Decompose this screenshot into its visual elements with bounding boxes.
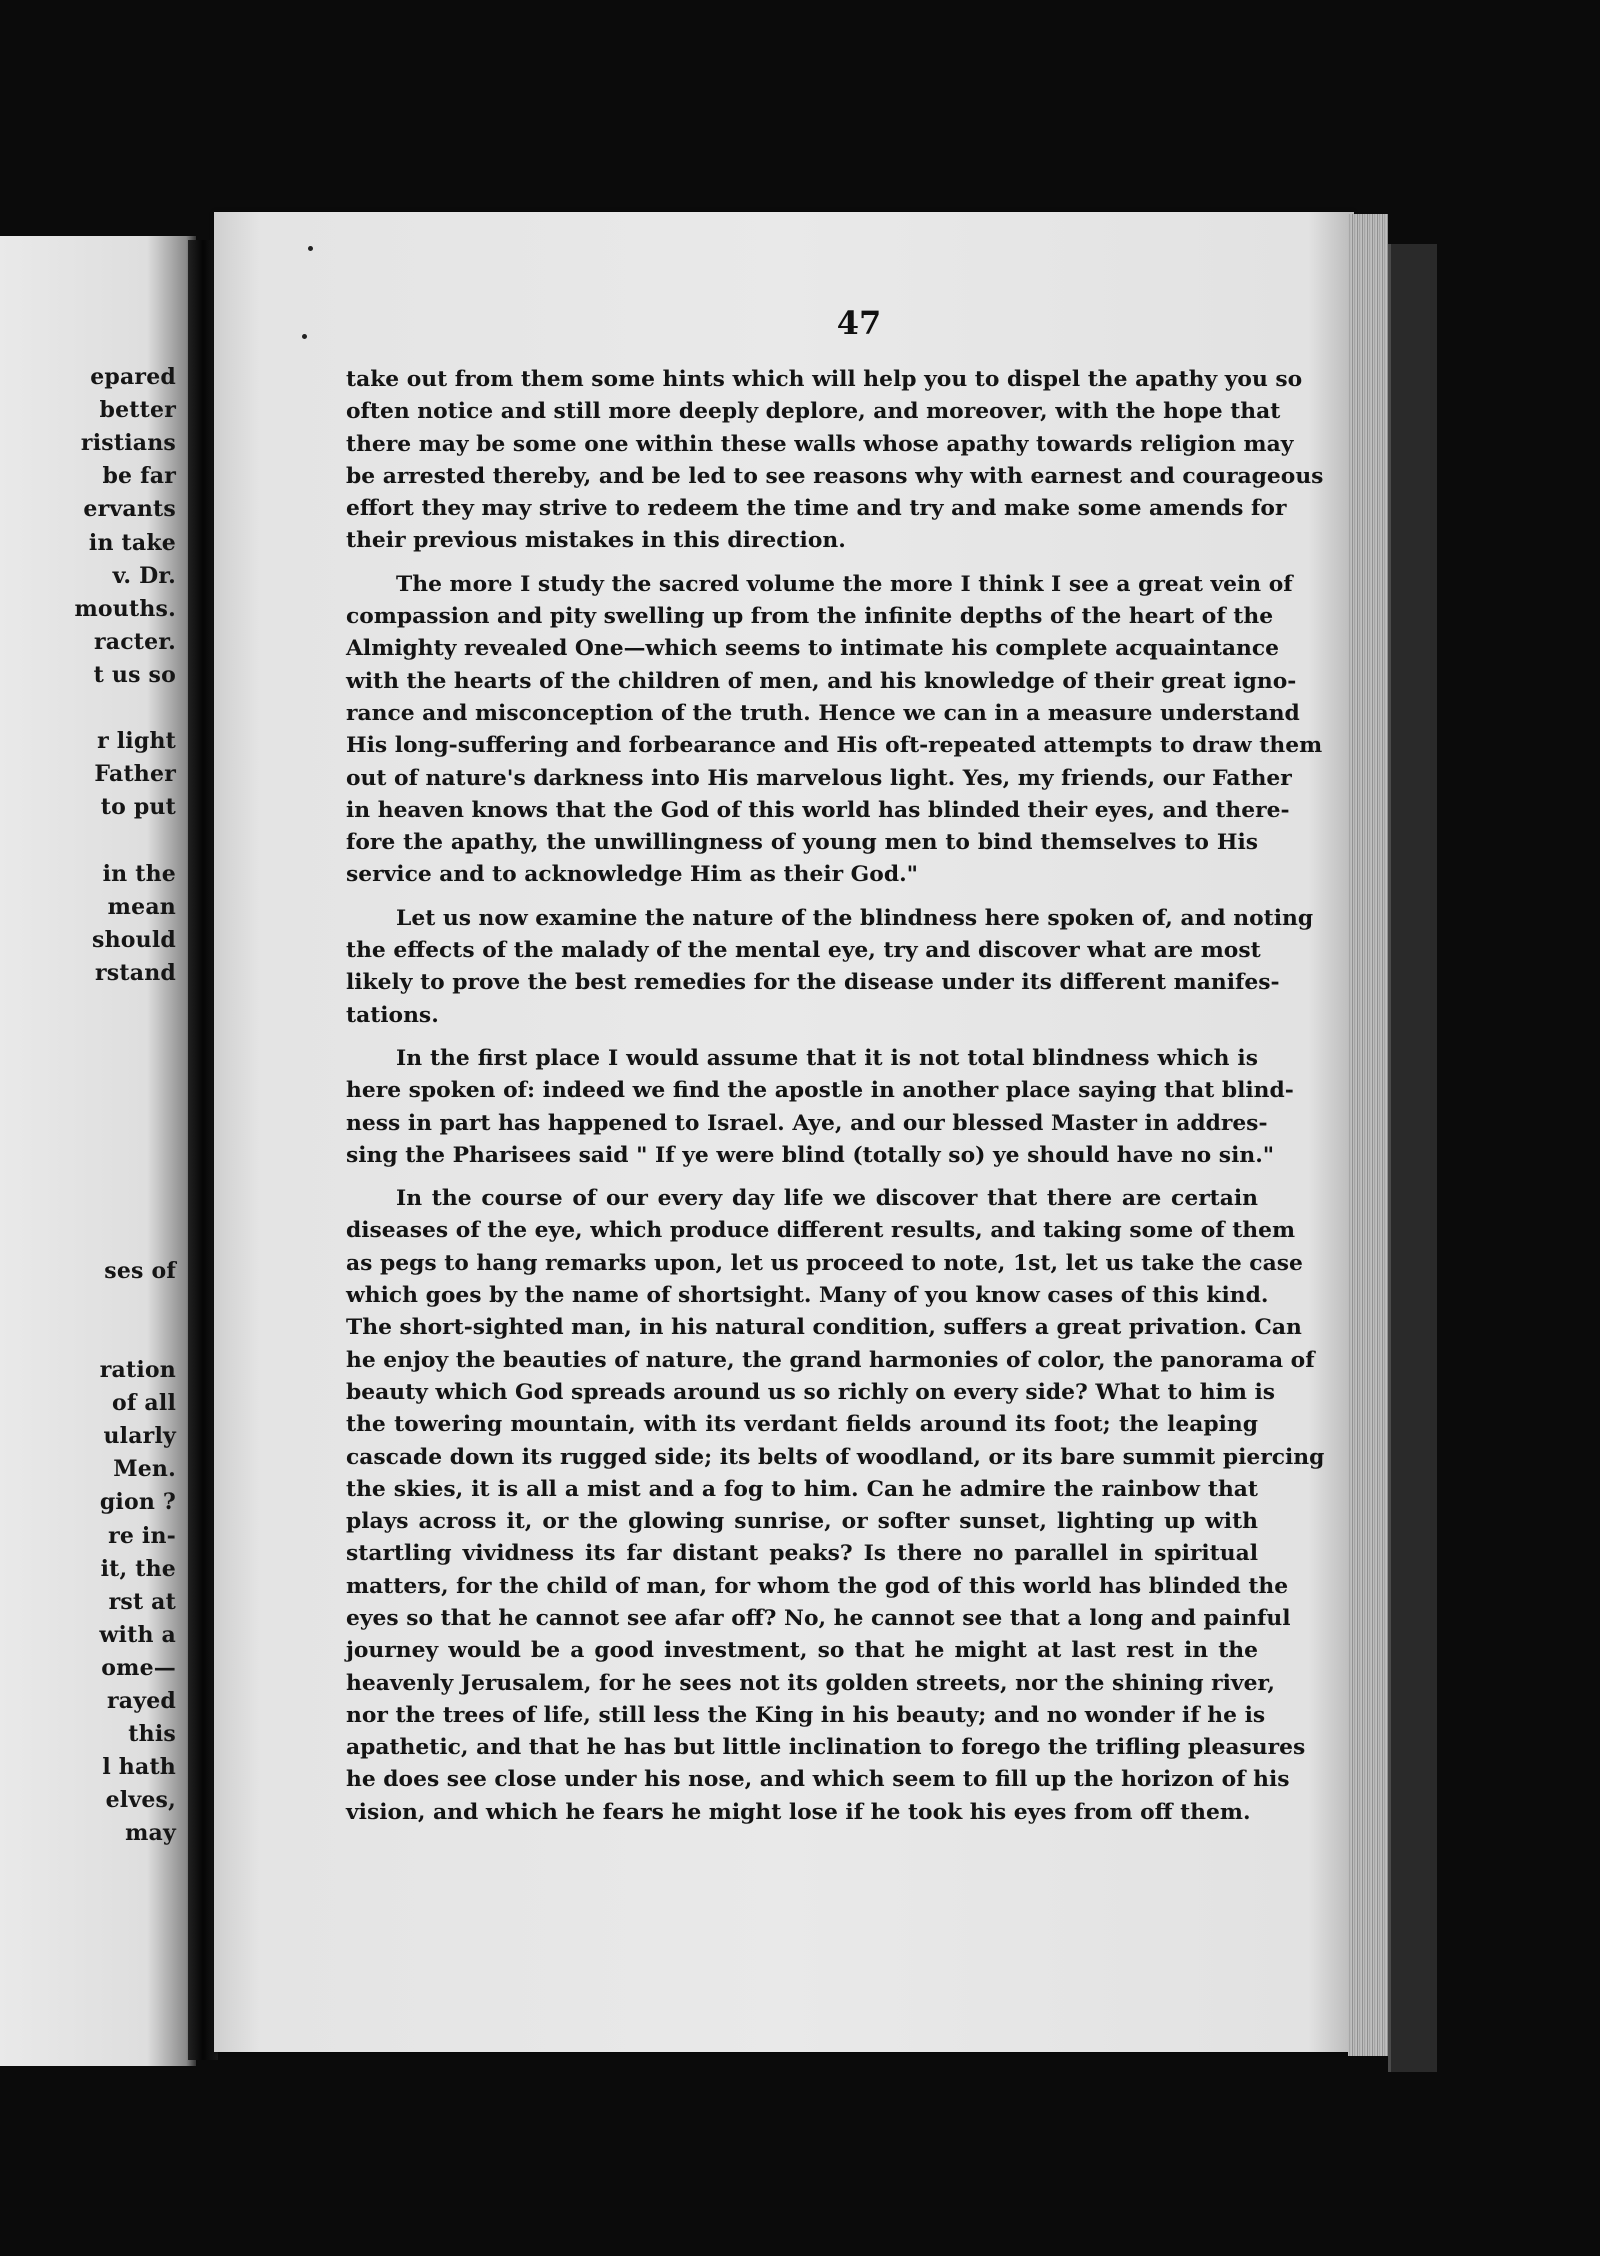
text-line: tations. (346, 1002, 439, 1028)
text-line: Let us now examine the nature of the blindness here spoken of, and noting (396, 905, 1314, 931)
text-line: cascade down its rugged side; its belts of woodland, or its bare summit piercing (346, 1444, 1325, 1470)
left-page-fragment-line: this (128, 1721, 176, 1748)
text-line: which goes by the name of shortsight. Many of you know cases of this kind. (346, 1283, 1269, 1309)
text-line: The more I study the sacred volume the more I think I see a great vein of (396, 571, 1293, 597)
ink-speck (302, 334, 307, 339)
left-page-fragment-line: Men. (113, 1456, 176, 1483)
left-page-fragment-line: rayed (106, 1688, 176, 1714)
text-line: the effects of the malady of the mental eye, try and discover what are most (346, 938, 1261, 964)
text-line: likely to prove the best remedies for the disease under its different manifes- (346, 970, 1280, 996)
text-line: with the hearts of the children of men, and his knowledge of their great igno- (346, 668, 1297, 694)
left-page-fragment-line: should (92, 926, 176, 953)
left-page-fragment-line: l hath (102, 1754, 176, 1781)
left-page-fragment-line: v. Dr. (112, 562, 176, 589)
page-number: 47 (836, 304, 882, 342)
page-body-text (346, 364, 1325, 1829)
left-page-fragment-line: ration (99, 1357, 176, 1383)
text-line: nor the trees of life, still less the King in his beauty; and no wonder if he is (346, 1702, 1266, 1728)
text-line: as pegs to hang remarks upon, let us proceed to note, 1st, let us take the case (346, 1250, 1303, 1276)
page-block-edges (1348, 214, 1388, 2056)
text-line: he does see close under his nose, and which seem to fill up the horizon of his (346, 1767, 1290, 1793)
left-page-fragment-line: may (125, 1820, 176, 1847)
left-page-fragment-line: ristians (80, 430, 176, 457)
left-page-fragment-line: ularly (103, 1423, 176, 1450)
text-line: fore the apathy, the unwillingness of young men to bind themselves to His (346, 830, 1258, 856)
text-line: Almighty revealed One—which seems to intimate his complete acquaintance (346, 636, 1280, 662)
text-line: vision, and which he fears he might lose if he took his eyes from off them. (346, 1799, 1251, 1825)
text-line: ness in part has happened to Israel. Aye, and our blessed Master in addres- (346, 1110, 1268, 1136)
text-line: beauty which God spreads around us so richly on every side? What to him is (346, 1379, 1276, 1405)
left-facing-page (0, 236, 196, 2066)
text-line: matters, for the child of man, for whom the god of this world has blinded the (346, 1573, 1289, 1599)
left-page-fragment-line: re in- (108, 1522, 176, 1549)
left-page-fragment-line: to put (100, 794, 176, 821)
text-line: compassion and pity swelling up from the infinite depths of the heart of the (346, 604, 1274, 630)
text-line: the skies, it is all a mist and a fog to him. Can he admire the rainbow that (346, 1476, 1258, 1502)
left-page-fragment-line: ome— (101, 1654, 176, 1681)
text-line: plays across it, or the glowing sunrise, or softer sunset, lighting up with (346, 1509, 1258, 1535)
left-page-fragment-line: elves, (105, 1787, 176, 1814)
left-page-fragment-line: mouths. (74, 595, 176, 622)
text-line: His long-suffering and forbearance and His oft-repeated attempts to draw them (346, 733, 1323, 759)
text-line: apathetic, and that he has but little inclination to forego the trifling pleasures (346, 1735, 1306, 1761)
text-line: in heaven knows that the God of this world has blinded their eyes, and there- (346, 797, 1290, 823)
left-page-fragment-line: t us so (93, 661, 176, 688)
left-page-fragment-line: better (99, 397, 176, 424)
text-line: often notice and still more deeply deplore, and moreover, with the hope that (346, 399, 1281, 425)
left-page-fragment-line: Father (94, 761, 176, 788)
text-line: there may be some one within these walls whose apathy towards religion may (346, 431, 1294, 457)
text-line: The short-sighted man, in his natural condition, suffers a great privation. Can (346, 1315, 1302, 1341)
text-line: effort they may strive to redeem the time and try and make some amends for (346, 496, 1287, 522)
left-page-fragment-line: with a (99, 1621, 176, 1648)
text-line: take out from them some hints which will help you to dispel the apathy you so (346, 367, 1303, 392)
text-line: eyes so that he cannot see afar off? No, he cannot see that a long and painful (346, 1605, 1291, 1631)
text-line: sing the Pharisees said " If ye were blind (totally so) ye should have no sin." (346, 1142, 1275, 1168)
text-line: journey would be a good investment, so that he might at last rest in the (346, 1638, 1258, 1664)
paragraph (346, 364, 1324, 558)
left-page-fragment-line: rst at (108, 1588, 176, 1615)
left-page-fragment-line: it, the (100, 1555, 176, 1582)
left-page-fragment-line: rstand (95, 959, 176, 986)
text-line: In the first place I would assume that it is not total blindness which is (396, 1045, 1258, 1071)
text-line: service and to acknowledge Him as their God." (346, 862, 919, 888)
left-page-fragment-line: gion ? (99, 1489, 176, 1516)
text-line: out of nature's darkness into His marvelous light. Yes, my friends, our Father (346, 765, 1292, 791)
book-cover-edge (1388, 244, 1437, 2072)
left-page-fragment-line: of all (112, 1390, 176, 1417)
text-line: In the course of our every day life we discover that there are certain (396, 1186, 1258, 1212)
left-page-fragment-line: in the (102, 860, 176, 887)
text-line: here spoken of: indeed we find the apostle in another place saying that blind- (346, 1078, 1294, 1104)
left-page-fragment-line: ses of (104, 1257, 176, 1284)
text-line: their previous mistakes in this direction. (346, 528, 846, 554)
paragraph (346, 1183, 1325, 1829)
text-line: he enjoy the beauties of nature, the grand harmonies of color, the panorama of (346, 1347, 1315, 1373)
ink-speck (308, 246, 313, 251)
text-line: the towering mountain, with its verdant fields around its foot; the leaping (346, 1412, 1258, 1438)
right-page (214, 212, 1354, 2052)
left-page-fragment-line: be far (102, 463, 176, 490)
left-page-fragment-line: racter. (93, 628, 176, 655)
left-page-fragment-line: ervants (83, 496, 176, 523)
text-line: startling vividness its far distant peaks? Is there no parallel in spiritual (346, 1541, 1258, 1567)
left-page-fragment-line: in take (88, 529, 176, 556)
left-page-fragment-line: mean (107, 893, 176, 920)
text-line: diseases of the eye, which produce different results, and taking some of them (346, 1218, 1296, 1244)
left-page-fragment-line: epared (90, 364, 176, 390)
left-page-fragment-line: r light (97, 728, 176, 755)
paragraph (346, 903, 1314, 1032)
paragraph (346, 1043, 1294, 1172)
text-line: heavenly Jerusalem, for he sees not its golden streets, nor the shining river, (346, 1670, 1275, 1696)
text-line: be arrested thereby, and be led to see reasons why with earnest and courageous (346, 463, 1324, 489)
text-line: rance and misconception of the truth. Hence we can in a measure understand (346, 700, 1300, 726)
paragraph (346, 569, 1323, 892)
